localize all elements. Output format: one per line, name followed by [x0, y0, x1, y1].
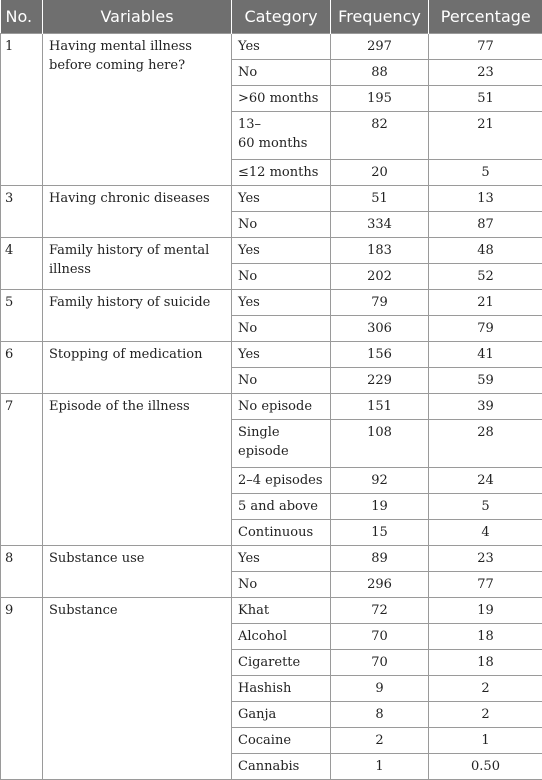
row-number: 1	[1, 34, 43, 186]
variable-cell: Substance use	[43, 546, 232, 598]
frequency-cell: 92	[331, 468, 429, 494]
category-cell: Yes	[232, 546, 331, 572]
variable-cell: Substance	[43, 598, 232, 780]
frequency-cell: 2	[331, 728, 429, 754]
frequency-cell: 15	[331, 520, 429, 546]
row-number: 4	[1, 238, 43, 290]
category-cell: No	[232, 368, 331, 394]
frequency-cell: 306	[331, 316, 429, 342]
percentage-cell: 28	[429, 420, 542, 468]
frequency-cell: 296	[331, 572, 429, 598]
percentage-cell: 21	[429, 112, 542, 160]
row-number: 5	[1, 290, 43, 342]
category-cell: No	[232, 572, 331, 598]
frequency-cell: 79	[331, 290, 429, 316]
variable-cell: Family history of mental illness	[43, 238, 232, 290]
percentage-cell: 87	[429, 212, 542, 238]
frequency-cell: 202	[331, 264, 429, 290]
percentage-cell: 0.50	[429, 754, 542, 780]
category-cell: Yes	[232, 186, 331, 212]
variable-cell: Family history of suicide	[43, 290, 232, 342]
row-number: 7	[1, 394, 43, 546]
header-category: Category	[232, 0, 331, 34]
category-cell: Hashish	[232, 676, 331, 702]
percentage-cell: 1	[429, 728, 542, 754]
frequency-cell: 51	[331, 186, 429, 212]
percentage-cell: 79	[429, 316, 542, 342]
table-row	[1, 394, 542, 420]
header-variables: Variables	[43, 0, 232, 34]
frequency-cell: 72	[331, 598, 429, 624]
category-cell: 5 and above	[232, 494, 331, 520]
category-cell: Yes	[232, 238, 331, 264]
frequency-cell: 8	[331, 702, 429, 728]
category-cell: No	[232, 60, 331, 86]
frequency-cell: 20	[331, 160, 429, 186]
percentage-cell: 19	[429, 598, 542, 624]
category-cell: Khat	[232, 598, 331, 624]
percentage-cell: 24	[429, 468, 542, 494]
category-cell: Alcohol	[232, 624, 331, 650]
frequency-cell: 108	[331, 420, 429, 468]
row-number: 8	[1, 546, 43, 598]
percentage-cell: 18	[429, 624, 542, 650]
category-cell: No	[232, 212, 331, 238]
frequency-cell: 70	[331, 624, 429, 650]
category-cell: 2–4 episodes	[232, 468, 331, 494]
variable-cell: Stopping of medication	[43, 342, 232, 394]
percentage-cell: 77	[429, 34, 542, 60]
percentage-cell: 23	[429, 60, 542, 86]
percentage-cell: 2	[429, 702, 542, 728]
table-row	[1, 290, 542, 316]
table-body	[1, 34, 542, 780]
category-cell: Cigarette	[232, 650, 331, 676]
category-cell: Cannabis	[232, 754, 331, 780]
frequency-cell: 89	[331, 546, 429, 572]
percentage-cell: 59	[429, 368, 542, 394]
category-cell: ≤12 months	[232, 160, 331, 186]
category-cell: Ganja	[232, 702, 331, 728]
category-cell: Single episode	[232, 420, 331, 468]
frequency-cell: 19	[331, 494, 429, 520]
percentage-cell: 52	[429, 264, 542, 290]
frequency-cell: 156	[331, 342, 429, 368]
table-row	[1, 598, 542, 624]
category-cell: Yes	[232, 34, 331, 60]
table-row	[1, 34, 542, 60]
percentage-cell: 77	[429, 572, 542, 598]
category-cell: Continuous	[232, 520, 331, 546]
variable-cell: Having mental illness before coming here?	[43, 34, 232, 186]
variable-cell: Having chronic diseases	[43, 186, 232, 238]
frequency-cell: 183	[331, 238, 429, 264]
percentage-cell: 23	[429, 546, 542, 572]
row-number: 9	[1, 598, 43, 780]
row-number: 3	[1, 186, 43, 238]
percentage-cell: 18	[429, 650, 542, 676]
variable-cell: Episode of the illness	[43, 394, 232, 546]
header-frequency: Frequency	[331, 0, 429, 34]
category-cell: Yes	[232, 290, 331, 316]
percentage-cell: 2	[429, 676, 542, 702]
frequency-cell: 151	[331, 394, 429, 420]
frequency-cell: 229	[331, 368, 429, 394]
table-row	[1, 342, 542, 368]
frequency-cell: 1	[331, 754, 429, 780]
percentage-cell: 48	[429, 238, 542, 264]
table-row	[1, 186, 542, 212]
row-number: 6	[1, 342, 43, 394]
frequency-cell: 9	[331, 676, 429, 702]
category-cell: 13– 60 months	[232, 112, 331, 160]
category-cell: No episode	[232, 394, 331, 420]
percentage-cell: 5	[429, 160, 542, 186]
category-cell: Yes	[232, 342, 331, 368]
frequency-cell: 88	[331, 60, 429, 86]
frequency-cell: 82	[331, 112, 429, 160]
percentage-cell: 13	[429, 186, 542, 212]
header-row	[1, 0, 542, 34]
category-cell: Cocaine	[232, 728, 331, 754]
percentage-cell: 41	[429, 342, 542, 368]
percentage-cell: 51	[429, 86, 542, 112]
percentage-cell: 21	[429, 290, 542, 316]
table-row	[1, 546, 542, 572]
percentage-cell: 4	[429, 520, 542, 546]
percentage-cell: 5	[429, 494, 542, 520]
header-percentage: Percentage	[429, 0, 542, 34]
frequency-cell: 70	[331, 650, 429, 676]
category-cell: >60 months	[232, 86, 331, 112]
frequency-cell: 334	[331, 212, 429, 238]
table-row	[1, 238, 542, 264]
percentage-cell: 39	[429, 394, 542, 420]
frequency-cell: 195	[331, 86, 429, 112]
category-cell: No	[232, 316, 331, 342]
category-cell: No	[232, 264, 331, 290]
frequency-cell: 297	[331, 34, 429, 60]
header-no: No.	[1, 0, 43, 34]
